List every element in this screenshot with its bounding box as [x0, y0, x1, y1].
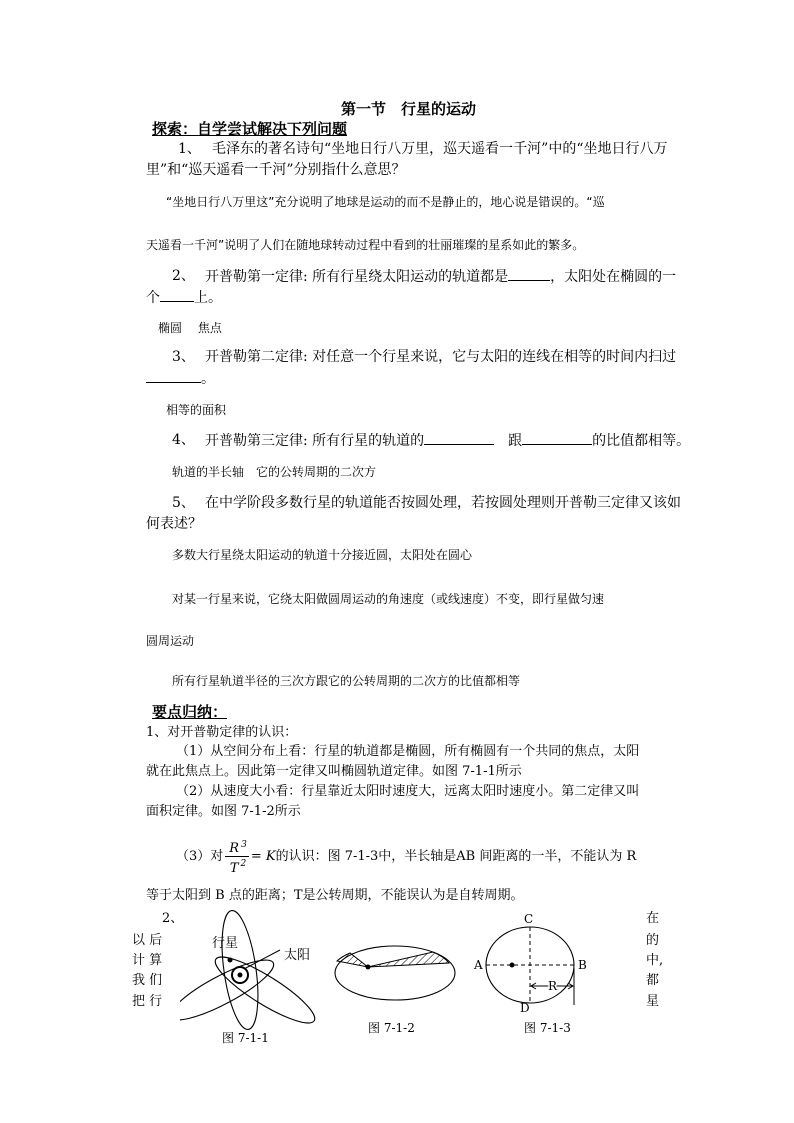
figure-7-1-2 — [325, 935, 465, 1015]
q2-line2-text-b: 上。 — [194, 290, 222, 306]
fraction-numerator: R $^3$ — [225, 838, 249, 857]
label-b: B — [578, 958, 587, 972]
q4-blank-1 — [424, 430, 494, 445]
orbit-ellipse-1 — [216, 908, 264, 1031]
left-col-2: 计 算 — [132, 953, 163, 968]
figure-7-1-1 — [180, 905, 320, 1035]
summary-point-1: 1、对开普勒定律的认识： — [146, 725, 298, 740]
q2-line1-text-b: ，太阳处在椭圆的一 — [550, 269, 677, 285]
q1-answer-line2: 天遥看一千河”说明了人们在随地球转动过程中看到的壮丽璀璨的星系如此的繁多。 — [146, 238, 585, 252]
q4-answer: 轨道的半长轴 它的公转周期的二次方 — [172, 465, 377, 479]
q4-number: 4、 — [172, 432, 195, 448]
page-title: 第一节 行星的运动 — [341, 100, 477, 118]
q5-answer-2-line1: 对某一行星来说，它绕太阳做圆周运动的角速度（或线速度）不变，即行星做匀速 — [172, 592, 605, 606]
q3-number: 3、 — [172, 349, 195, 365]
summary-point-1-1b: 就在此焦点上。因此第一定律又叫椭圆轨道定律。如图 7-1-1所示 — [146, 764, 522, 779]
q5-answer-1: 多数大行星绕太阳运动的轨道十分接近圆，太阳处在圆心 — [172, 548, 473, 562]
label-r: R — [548, 979, 558, 993]
q1-answer-line1: “坐地日行八万里这”充分说明了地球是运动的而不是静止的，地心说是错误的。“巡 — [166, 195, 605, 209]
summary-point-1-3-post: 的认识：图 7-1-3中，半长轴是AB 间距离的一半，不能认为 R — [275, 848, 637, 864]
right-col-1: 在 — [646, 911, 660, 926]
q5-line2: 何表述？ — [146, 516, 202, 532]
q1-line2: 里”和“巡天遥看一千河”分别指什么意思？ — [146, 162, 406, 178]
q2-line1 — [205, 266, 676, 287]
summary-point-1-3b: 等于太阳到 B 点的距离；T是公转周期，不能误认为是自转周期。 — [146, 888, 524, 903]
left-col-3: 我 们 — [132, 973, 163, 988]
q5-line1: 在中学阶段多数行星的轨道能否按圆处理，若按圆处理则开普勒三定律又该如 — [205, 495, 681, 511]
sun-dot — [366, 965, 371, 970]
kepler-ratio-fraction — [225, 838, 249, 876]
planet-label: 行星 — [212, 936, 239, 951]
summary-point-1-2a: （2）从速度大小看：行星靠近太阳时速度大，远离太阳时速度小。第二定律又叫 — [176, 784, 640, 799]
q3-line2-text: 。 — [201, 371, 215, 387]
summary-point-1-1a: （1）从空间分布上看：行星的轨道都是椭圆，所有椭圆有一个共同的焦点，太阳 — [176, 744, 640, 759]
q4-blank-2 — [522, 430, 592, 445]
q4-line1-text-c: 的比值都相等。 — [592, 433, 691, 449]
planet-dot — [228, 958, 233, 963]
sun-label: 太阳 — [284, 948, 311, 963]
summary-point-1-3-pre: （3）对 — [176, 848, 224, 864]
sun-pointer-line — [244, 950, 280, 969]
right-col-3: 中, — [646, 953, 664, 968]
summary-point-2-number: 2、 — [162, 911, 184, 926]
summary-point-1-2b: 面积定律。如图 7-1-2所示 — [146, 804, 301, 819]
left-col-1: 以 后 — [132, 933, 163, 948]
summary-point-1-3 — [176, 838, 636, 876]
label-a: A — [474, 958, 483, 972]
label-d: D — [520, 1001, 530, 1015]
swept-area-near — [337, 953, 368, 967]
figure-7-1-3 — [470, 910, 600, 1015]
q2-line2-text-a: 个 — [146, 290, 160, 306]
explore-heading: 探索：自学尝试解决下列问题 — [152, 120, 348, 138]
q2-line2 — [146, 287, 222, 308]
right-col-2: 的 — [646, 933, 660, 948]
q4-line1-text-a: 开普勒第三定律: 所有行星的轨道的 — [205, 433, 425, 449]
q2-blank-2 — [160, 287, 194, 302]
sun-dot — [510, 963, 515, 968]
figure-7-1-2-caption: 图 7-1-2 — [368, 1021, 415, 1035]
q1-number: 1、 — [178, 141, 201, 157]
q5-answer-3: 所有行星轨道半径的三次方跟它的公转周期的二次方的比值都相等 — [172, 674, 521, 688]
label-c: C — [524, 912, 534, 926]
q3-blank — [146, 368, 201, 383]
left-col-4: 把 行 — [132, 994, 163, 1009]
q4-line1-text-b: 跟 — [508, 433, 523, 449]
figure-7-1-1-caption: 图 7-1-1 — [222, 1031, 269, 1045]
sun-dot — [238, 973, 243, 978]
right-col-5: 星 — [646, 994, 660, 1009]
fraction-denominator: T $^2$ — [229, 859, 247, 876]
q2-line1-text-a: 开普勒第一定律: 所有行星绕太阳运动的轨道都是 — [205, 269, 509, 285]
q1-line1: 毛泽东的著名诗句“坐地日行八万里，巡天遥看一千河”中的“坐地日行八万 — [212, 141, 668, 157]
right-col-4: 都 — [646, 973, 660, 988]
q5-answer-2-line2: 圆周运动 — [146, 634, 195, 648]
q3-answer: 相等的面积 — [166, 403, 227, 417]
q3-line2 — [146, 368, 215, 389]
figure-7-1-3-caption: 图 7-1-3 — [524, 1021, 571, 1035]
q5-number: 5、 — [172, 495, 195, 511]
q2-blank-1 — [508, 266, 550, 281]
q2-number: 2、 — [172, 268, 195, 284]
q3-line1: 开普勒第二定律: 对任意一个行星来说，它与太阳的连线在相等的时间内扫过 — [205, 349, 677, 365]
swept-area-far — [368, 952, 449, 967]
q4-line1 — [205, 430, 690, 451]
q2-answer: 椭圆 焦点 — [158, 321, 222, 335]
summary-heading: 要点归纳： — [152, 703, 228, 721]
equals-k: = K — [250, 848, 276, 864]
